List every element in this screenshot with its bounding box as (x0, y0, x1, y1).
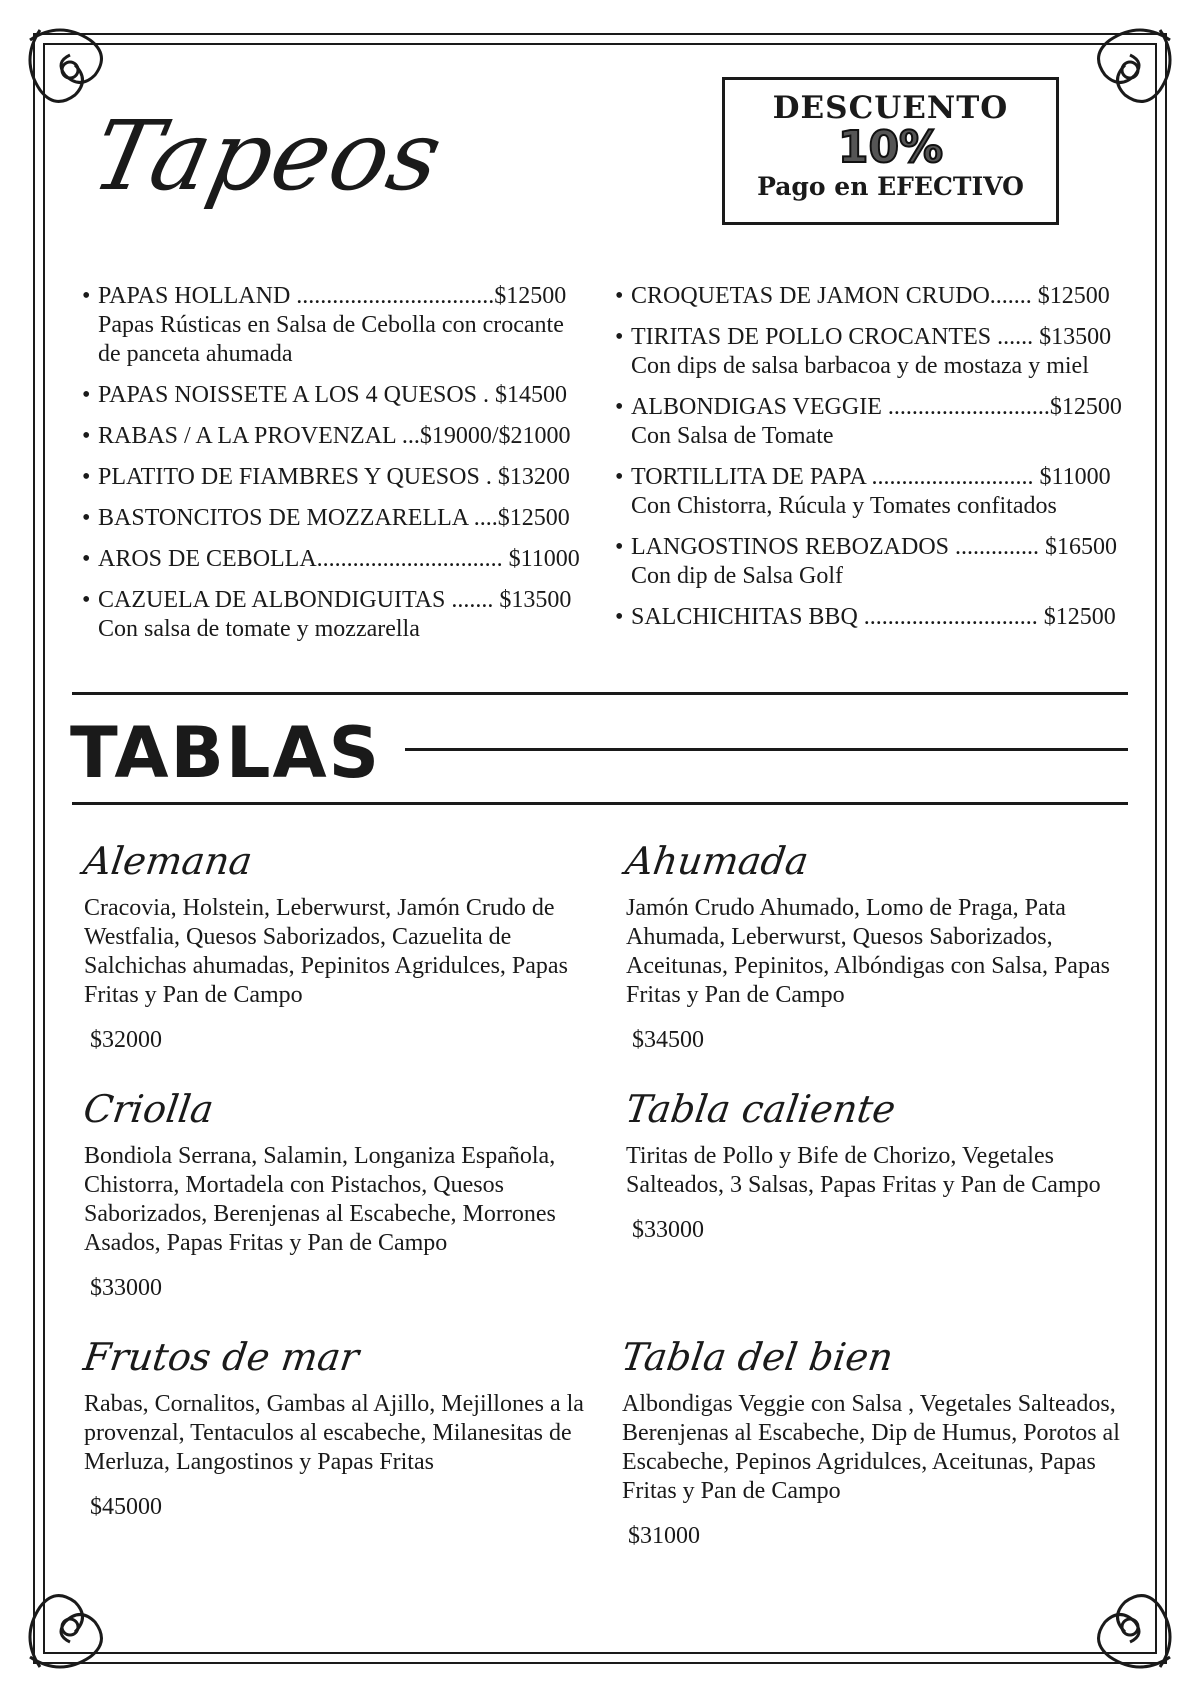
menu-item-name: ALBONDIGAS VEGGIE ...........................$12500 (631, 394, 1122, 420)
divider (72, 802, 1128, 805)
corner-ornament-icon (30, 30, 101, 101)
tabla-name: Criolla (80, 1087, 217, 1131)
divider (72, 692, 1128, 695)
discount-label: DESCUENTO (772, 90, 1009, 126)
tapeos-list-left (82, 282, 582, 656)
tapeos-list-right (615, 282, 1130, 644)
bullet-icon: • (615, 534, 624, 560)
tabla-price: $45000 (90, 1494, 162, 1520)
menu-item-desc: Con salsa de tomate y mozzarella (98, 616, 420, 642)
bullet-icon: • (615, 464, 624, 490)
menu-item-name: SALCHICHITAS BBQ ............................. $12500 (631, 604, 1116, 630)
bullet-icon: • (615, 324, 624, 350)
tabla-name: Ahumada (622, 839, 812, 883)
menu-item-desc: Papas Rústicas en Salsa de Cebolla con crocante de panceta ahumada (98, 312, 564, 367)
menu-item-desc: Con Salsa de Tomate (631, 423, 834, 449)
discount-percent: 10% (837, 122, 944, 173)
menu-item-name: PLATITO DE FIAMBRES Y QUESOS . $13200 (98, 464, 570, 490)
tabla-desc: Jamón Crudo Ahumado, Lomo de Praga, Pata Ahumada, Leberwurst, Quesos Saborizados, Aceitunas, Pepinitos, Albóndigas con Salsa, Papas Fritas y Pan de Campo (626, 895, 1110, 1008)
tabla-item (80, 1086, 604, 1303)
tabla-name: Alemana (80, 839, 255, 883)
tabla-desc: Cracovia, Holstein, Leberwurst, Jamón Crudo de Westfalia, Quesos Saborizados, Cazuelita de Salchichas ahumadas, Pepinitos Agridulces, Papas Fritas y Pan de Campo (84, 895, 568, 1008)
menu-item-name: PAPAS HOLLAND .................................$12500 (98, 283, 567, 309)
menu-item (615, 393, 1130, 451)
menu-item-name: CROQUETAS DE JAMON CRUDO....... $12500 (631, 283, 1110, 309)
tabla-item (622, 1086, 1146, 1245)
tabla-item (618, 1334, 1142, 1551)
tabla-price: $33000 (632, 1217, 704, 1243)
menu-item-name: AROS DE CEBOLLA............................... $11000 (98, 546, 580, 572)
menu-item-name: TIRITAS DE POLLO CROCANTES ...... $13500 (631, 324, 1112, 350)
bullet-icon: • (82, 505, 91, 531)
tabla-desc: Bondiola Serrana, Salamin, Longaniza Española, Chistorra, Mortadela con Pistachos, Quesos Saborizados, Berenjenas al Escabeche, Morrones Asados, Papas Fritas y Pan de Campo (84, 1143, 556, 1256)
menu-item-name: CAZUELA DE ALBONDIGUITAS ....... $13500 (98, 587, 572, 613)
bullet-icon: • (615, 283, 624, 309)
menu-item (615, 463, 1130, 521)
bullet-icon: • (82, 382, 91, 408)
menu-item (82, 545, 582, 574)
bullet-icon: • (82, 423, 91, 449)
menu-item-name: RABAS / A LA PROVENZAL ...$19000/$21000 (98, 423, 571, 449)
tabla-desc: Rabas, Cornalitos, Gambas al Ajillo, Mejillones a la provenzal, Tentaculos al escabeche, Milanesitas de Merluza, Langostinos y Papas Fritas (84, 1391, 584, 1475)
tablas-title: TABLAS (70, 712, 382, 794)
menu-item-name: TORTILLITA DE PAPA ........................... $11000 (631, 464, 1111, 490)
tabla-price: $34500 (632, 1027, 704, 1053)
tabla-item (622, 838, 1146, 1055)
bullet-icon: • (82, 464, 91, 490)
menu-item (615, 282, 1130, 311)
tabla-name: Tabla caliente (622, 1087, 899, 1131)
bullet-icon: • (82, 587, 91, 613)
bullet-icon: • (615, 604, 624, 630)
bullet-icon: • (82, 546, 91, 572)
menu-item-name: LANGOSTINOS REBOZADOS .............. $16500 (631, 534, 1118, 560)
tabla-price: $32000 (90, 1027, 162, 1053)
menu-item (82, 463, 582, 492)
tabla-desc: Albondigas Veggie con Salsa , Vegetales Salteados, Berenjenas al Escabeche, Dip de Humus, Porotos al Escabeche, Pepinos Agridulces, Aceitunas, Papas Fritas y Pan de Campo (622, 1391, 1120, 1504)
corner-ornament-icon (30, 1596, 101, 1667)
menu-item-desc: Con dip de Salsa Golf (631, 563, 843, 589)
menu-item-desc: Con Chistorra, Rúcula y Tomates confitados (631, 493, 1057, 519)
divider (405, 748, 1128, 751)
corner-ornament-icon (1099, 30, 1170, 101)
tabla-name: Frutos de mar (80, 1335, 362, 1379)
bullet-icon: • (615, 394, 624, 420)
menu-item (615, 603, 1130, 632)
discount-badge (722, 77, 1059, 225)
bullet-icon: • (82, 283, 91, 309)
tabla-item (80, 1334, 604, 1522)
menu-item (82, 381, 582, 410)
discount-condition: Pago en EFECTIVO (757, 172, 1024, 201)
menu-item (615, 323, 1130, 381)
tabla-item (80, 838, 604, 1055)
tabla-price: $33000 (90, 1275, 162, 1301)
tabla-desc: Tiritas de Pollo y Bife de Chorizo, Vegetales Salteados, 3 Salsas, Papas Fritas y Pan de Campo (626, 1143, 1101, 1198)
tapeos-title: Tapeos (83, 100, 453, 212)
menu-item (615, 533, 1130, 591)
menu-item (82, 586, 582, 644)
menu-item-desc: Con dips de salsa barbacoa y de mostaza y miel (631, 353, 1089, 379)
menu-item (82, 282, 582, 369)
menu-item-name: BASTONCITOS DE MOZZARELLA ....$12500 (98, 505, 570, 531)
menu-item (82, 504, 582, 533)
menu-item (82, 422, 582, 451)
menu-item-name: PAPAS NOISSETE A LOS 4 QUESOS . $14500 (98, 382, 568, 408)
tabla-name: Tabla del bien (618, 1335, 896, 1379)
corner-ornament-icon (1099, 1596, 1170, 1667)
tabla-price: $31000 (628, 1523, 700, 1549)
